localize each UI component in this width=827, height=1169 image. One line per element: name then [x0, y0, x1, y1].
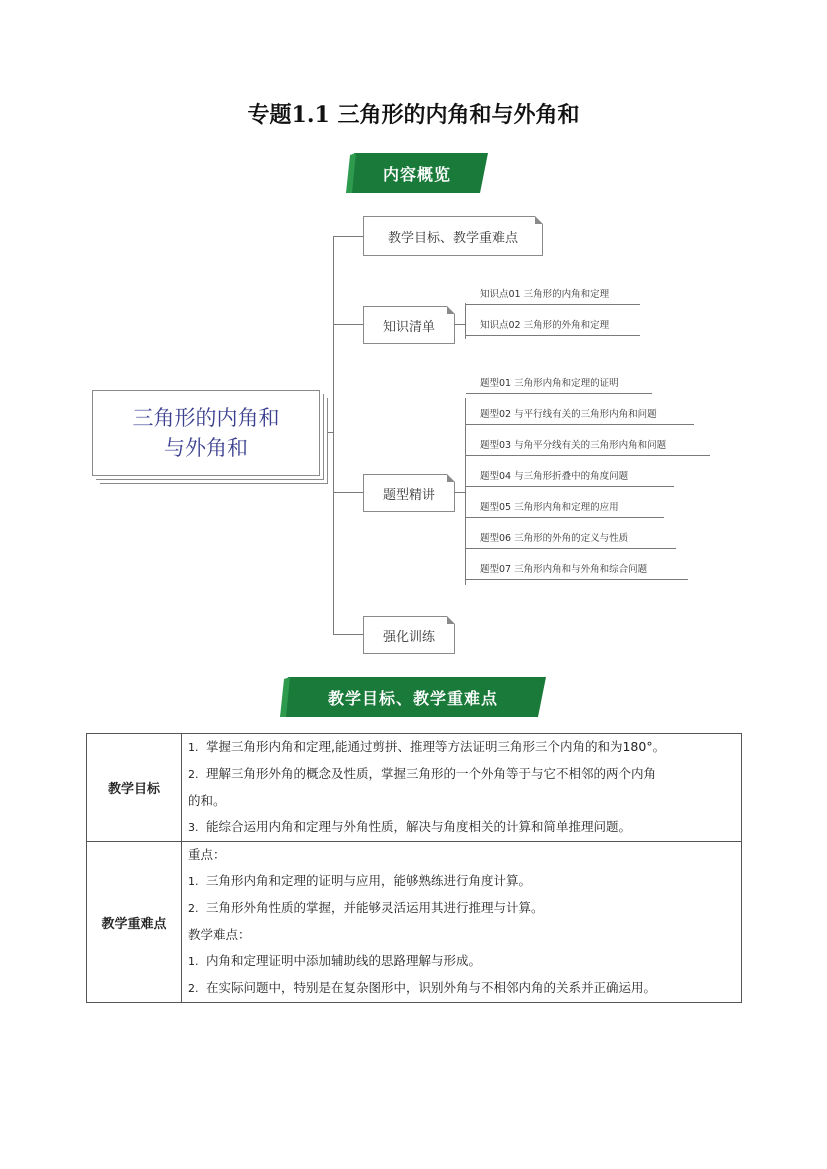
- type-item: 题型06 三角形的外角的定义与性质: [466, 532, 676, 549]
- table-row: [87, 842, 742, 1003]
- type-item: 题型01 三角形内角和定理的证明: [466, 377, 652, 394]
- root-line-2: 与外角和: [164, 436, 248, 460]
- type-item: 题型04 与三角形折叠中的角度问题: [466, 470, 674, 487]
- branch-training: [363, 616, 455, 654]
- type-item: 题型05 三角形内角和定理的应用: [466, 501, 664, 518]
- row-header: 教学目标: [87, 734, 182, 842]
- table-line: 1. 掌握三角形内角和定理,能通过剪拼、推理等方法证明三角形三个内角的和为180°。: [188, 739, 666, 754]
- fold-corner: [447, 474, 455, 482]
- connector: [333, 236, 334, 634]
- branch-knowledge: [363, 306, 455, 344]
- mindmap-root: [92, 390, 320, 476]
- goals-banner: [280, 677, 546, 717]
- type-item: 题型03 与角平分线有关的三角形内角和问题: [466, 439, 710, 456]
- row-body: [182, 734, 742, 842]
- table-line: 2. 三角形外角性质的掌握，并能够灵活运用其进行推理与计算。: [188, 900, 544, 915]
- fold-corner: [447, 616, 455, 624]
- branch-goals-label: 教学目标、教学重难点: [387, 230, 518, 246]
- table-row: [87, 734, 742, 842]
- branch-knowledge-label: 知识清单: [382, 319, 435, 335]
- overview-banner-label: 内容概览: [382, 164, 451, 184]
- goals-banner-label: 教学目标、教学重难点: [327, 688, 498, 708]
- page-title: 专题1.1 三角形的内角和与外角和: [247, 102, 580, 128]
- overview-banner: [346, 153, 488, 193]
- type-item: 题型02 与平行线有关的三角形内角和问题: [466, 408, 694, 425]
- table-line: 2. 在实际问题中，特别是在复杂图形中，识别外角与不相邻内角的关系并正确运用。: [188, 980, 657, 995]
- knowledge-item: 知识点02 三角形的外角和定理: [466, 319, 640, 336]
- connector: [318, 432, 334, 433]
- fold-corner: [535, 216, 543, 224]
- row-header: 教学重难点: [87, 842, 182, 1003]
- root-line-1: 三角形的内角和: [132, 406, 280, 430]
- connector: [333, 634, 363, 635]
- goals-table: [86, 733, 742, 1003]
- table-line: 的和。: [188, 793, 226, 808]
- knowledge-item: 知识点01 三角形的内角和定理: [466, 288, 640, 305]
- branch-training-label: 强化训练: [382, 629, 435, 645]
- table-line: 1. 三角形内角和定理的证明与应用，能够熟练进行角度计算。: [188, 873, 532, 888]
- connector: [333, 492, 363, 493]
- table-line: 1. 内角和定理证明中添加辅助线的思路理解与形成。: [188, 953, 482, 968]
- table-line: 3. 能综合运用内角和定理与外角性质，解决与角度相关的计算和简单推理问题。: [188, 819, 632, 834]
- branch-goals: [363, 216, 543, 256]
- table-line: 2. 理解三角形外角的概念及性质，掌握三角形的一个外角等于与它不相邻的两个内角: [188, 766, 657, 781]
- branch-types: [363, 474, 455, 512]
- type-item: 题型07 三角形内角和与外角和综合问题: [466, 563, 688, 580]
- table-line: 重点：: [188, 847, 226, 862]
- row-body: [182, 842, 742, 1003]
- connector: [333, 236, 363, 237]
- fold-corner: [447, 306, 455, 314]
- branch-types-label: 题型精讲: [382, 487, 435, 503]
- table-line: 教学难点：: [188, 927, 251, 942]
- connector: [465, 398, 466, 585]
- connector: [333, 324, 363, 325]
